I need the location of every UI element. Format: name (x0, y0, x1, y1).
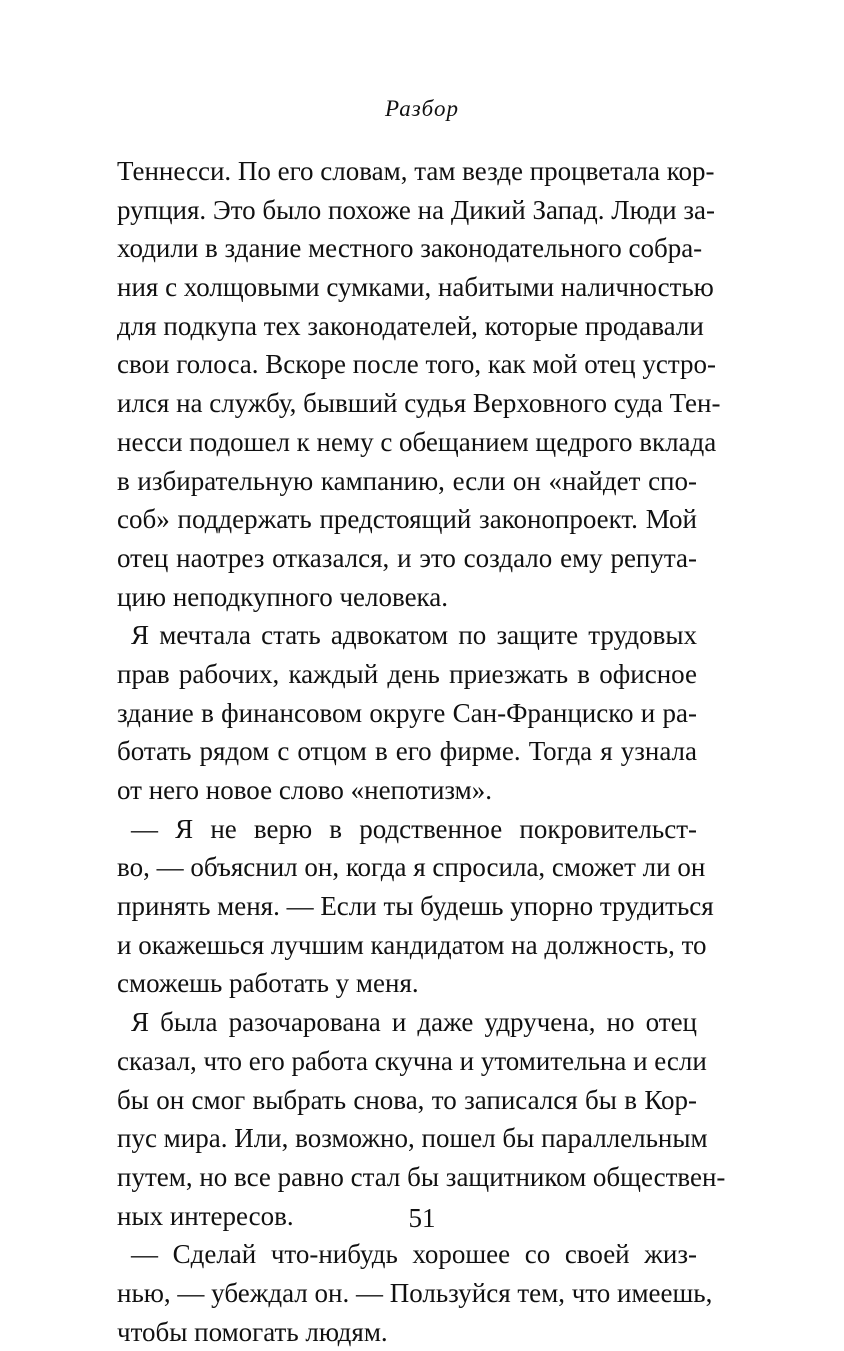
text-line: Я мечтала стать адвокатом по защите трудовых (131, 620, 697, 651)
text-line: и окажешься лучшим кандидатом на должность, то (117, 929, 707, 960)
text-line: ния с холщовыми сумками, набитыми наличностью (117, 272, 714, 303)
text-line: пус мира. Или, возможно, пошел бы параллельным (117, 1123, 708, 1154)
text-line: от него новое слово «непотизм». (117, 775, 493, 805)
text-line: ботать рядом с отцом в его фирме. Тогда я узнала (117, 736, 697, 767)
text-line: отец наотрез отказался, и это создало ему репута- (117, 542, 697, 573)
text-line: в избирательную кампанию, если он «найдет спо- (117, 465, 697, 496)
text-line: для подкупа тех законодателей, которые продавали (117, 310, 704, 341)
text-line: свои голоса. Вскоре после того, как мой отец устро- (117, 349, 716, 380)
text-line: ился на службу, бывший судья Верховного суда Тен- (117, 388, 721, 419)
text-line: прав рабочих, каждый день приезжать в офисное (117, 658, 697, 689)
text-line: Теннесси. По его словам, там везде процветала кор- (117, 156, 715, 186)
text-line: сможешь работать у меня. (117, 968, 419, 999)
text-line: чтобы помогать людям. (117, 1316, 388, 1347)
text-line: путем, но все равно стал бы защитником обществен- (117, 1161, 726, 1192)
body-text (117, 152, 726, 1351)
text-line: во, — объяснил он, когда я спросила, сможет ли он (117, 852, 706, 883)
paragraph (117, 810, 714, 1003)
text-line: сказал, что его работа скучна и утомительна и если (117, 1045, 707, 1076)
text-line: Я была разочарована и даже удручена, но отец (131, 1007, 697, 1038)
text-line: нью, — убеждал он. — Пользуйся тем, что имеешь, (117, 1277, 713, 1308)
text-line: бы он смог выбрать снова, то записался бы в Кор- (117, 1084, 697, 1115)
text-line: цию неподкупного человека. (117, 581, 449, 612)
text-line: — Сделай что-нибудь хорошее со своей жиз- (131, 1239, 697, 1270)
text-line: соб» поддержать предстоящий законопроект. Мой (117, 504, 697, 535)
page-number: 51 (408, 1203, 436, 1233)
text-line: здание в финансовом округе Сан-Франциско и ра- (117, 697, 697, 728)
running-head: Разбор (385, 96, 459, 121)
paragraph (117, 1003, 726, 1235)
text-line: принять меня. — Если ты будешь упорно трудиться (117, 891, 714, 922)
text-line: ных интересов. (117, 1200, 294, 1231)
paragraph (117, 616, 697, 809)
text-line: несси подошел к нему с обещанием щедрого вклада (117, 426, 717, 457)
text-line: рупция. Это было похоже на Дикий Запад. Люди за- (117, 194, 715, 225)
paragraph (117, 1235, 713, 1351)
text-line: — Я не верю в родственное покровительст- (131, 813, 697, 844)
paragraph (117, 152, 721, 616)
text-line: ходили в здание местного законодательного собра- (117, 233, 703, 264)
